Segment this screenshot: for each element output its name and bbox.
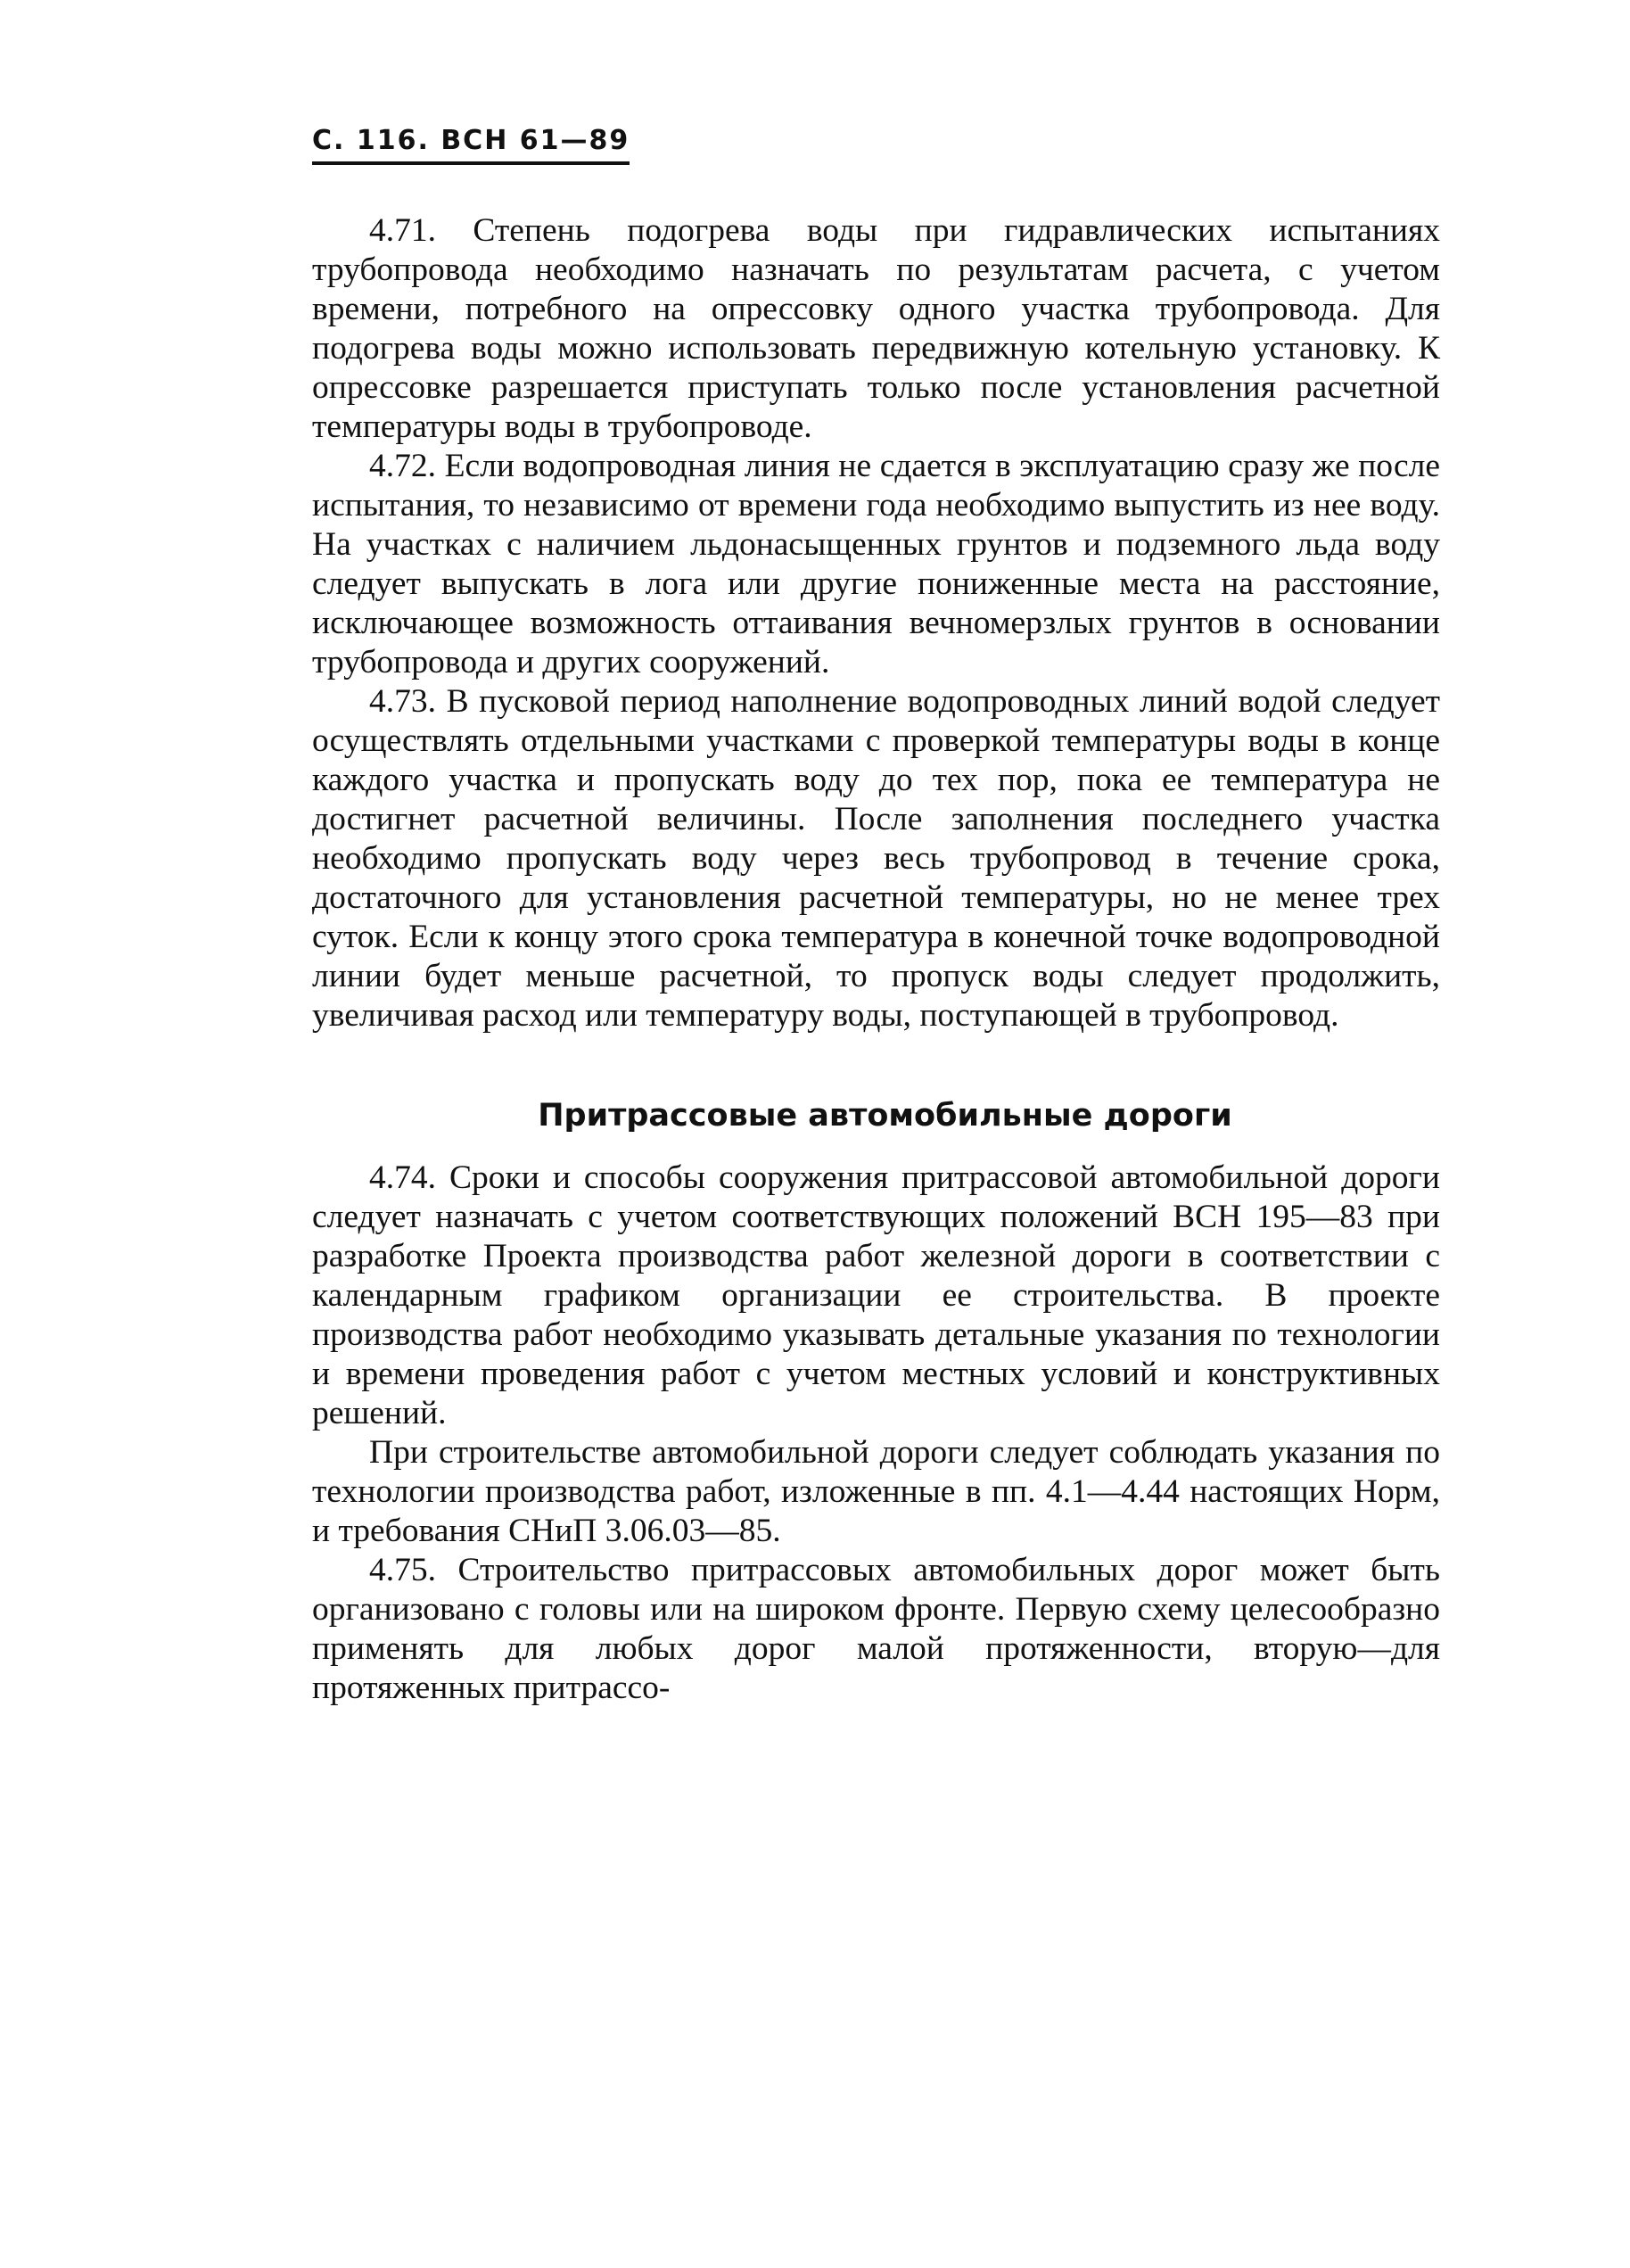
paragraph-4-75: 4.75. Строительство притрассовых автомобильных дорог может быть организовано с головы или на широком фронте. Первую схему целесообразно применять для любых дорог малой протяженности, вторую—для протяженных притрассо- — [312, 1552, 1440, 1706]
paragraph-4-74: 4.74. Сроки и способы сооружения притрассовой автомобильной дороги следует назначать с учетом соответствующих положений ВСН 195—83 при разработке Проекта производства работ железной дороги в соответствии с календарным графиком организации ее строительства. В проекте производства работ необходимо указывать детальные указания по технологии и времени проведения работ с учетом местных условий и конструктивных решений. — [312, 1159, 1440, 1431]
section-heading: Притрассовые автомобильные дороги — [538, 1098, 1232, 1134]
paragraph-4-71: 4.71. Степень подогрева воды при гидравлических испытаниях трубопровода необходимо назначать по результатам расчета, с учетом времени, потребного на опрессовку одного участка трубопровода. Для подогрева воды можно использовать передвижную котельную установку. К опрессовке разрешается приступать только после установления расчетной температуры воды в трубопроводе. — [312, 212, 1440, 445]
document-page — [312, 125, 1440, 1708]
paragraph-4-73: 4.73. В пусковой период наполнение водопроводных линий водой следует осуществлять отдельными участками с проверкой температуры воды в конце каждого участка и пропускать воду до тех пор, пока ее температура не достигнет расчетной величины. После заполнения последнего участка необходимо пропускать воду через весь трубопровод в течение срока, достаточного для установления расчетной температуры, но не менее трех суток. Если к концу этого срока температура в конечной точке водопроводной линии будет меньше расчетной, то пропуск воды следует продолжить, увеличивая расход или температуру воды, поступающей в трубопровод. — [312, 683, 1440, 1034]
paragraph-4-74-continued: При строительстве автомобильной дороги следует соблюдать указания по технологии производства работ, изложенные в пп. 4.1—4.44 настоящих Норм, и требования СНиП 3.06.03—85. — [312, 1434, 1440, 1549]
running-header: С. 116. ВСН 61—89 — [312, 125, 630, 165]
paragraph-4-72: 4.72. Если водопроводная линия не сдается в эксплуатацию сразу же после испытания, то независимо от времени года необходимо выпустить из нее воду. На участках с наличием льдонасыщенных грунтов и подземного льда воду следует выпускать в лога или другие пониженные места на расстояние, исключающее возможность оттаивания вечномерзлых грунтов в основании трубопровода и других сооружений. — [312, 448, 1440, 680]
